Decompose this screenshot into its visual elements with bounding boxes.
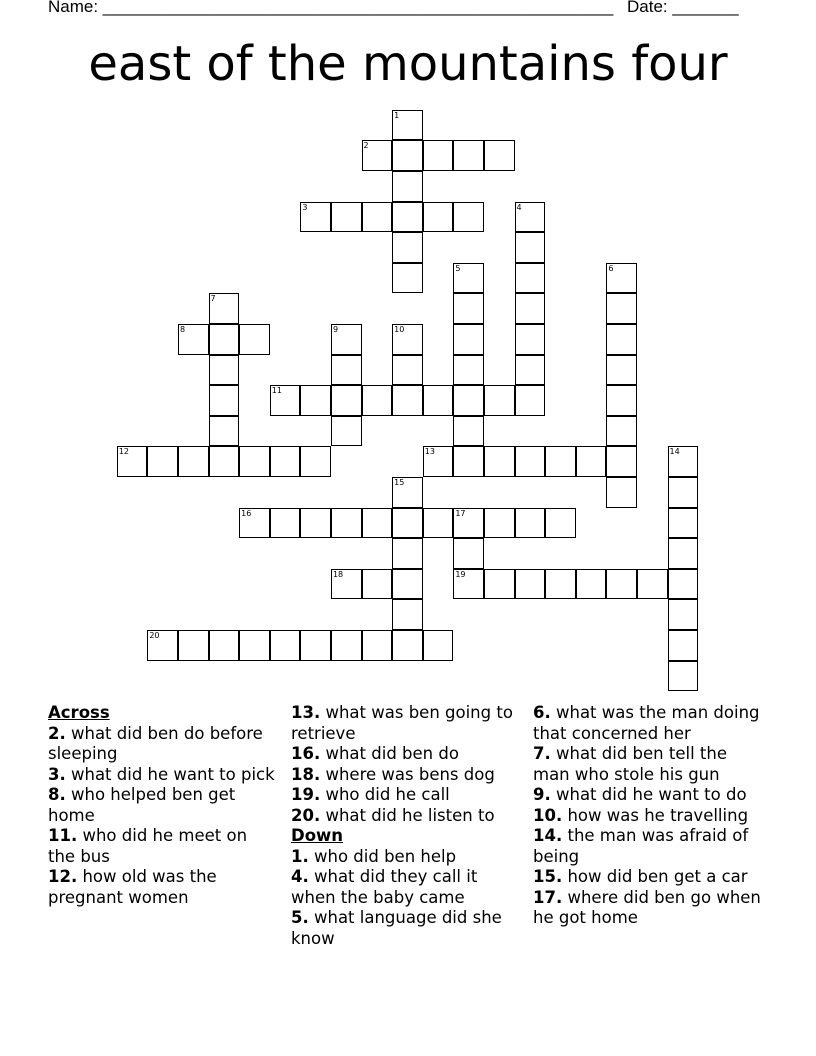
clue-column-2 (291, 703, 519, 949)
grid-cell[interactable] (362, 140, 393, 171)
clue-number-label: 13. (291, 703, 321, 722)
grid-cell[interactable] (515, 263, 546, 294)
clue-number-label: 2. (48, 723, 66, 743)
across-clue (291, 765, 519, 786)
grid-cell[interactable] (453, 385, 484, 416)
clue-text: where did ben go when he got home (533, 887, 761, 927)
grid-cell[interactable] (668, 569, 699, 600)
grid-cell[interactable] (239, 324, 270, 355)
grid-cell[interactable] (423, 630, 454, 661)
grid-cell[interactable] (147, 630, 178, 661)
clue-number: 5 (455, 263, 461, 273)
clue-number-label: 12. (48, 867, 78, 886)
grid-cell[interactable] (209, 293, 240, 324)
clue-text: what did ben do before sleeping (48, 723, 263, 763)
grid-cell[interactable] (453, 569, 484, 600)
clue-number: 12 (118, 447, 129, 457)
grid-cell[interactable] (362, 508, 393, 539)
clue-number-label: 11. (48, 826, 78, 845)
grid-cell[interactable] (453, 355, 484, 386)
grid-cell[interactable] (392, 508, 423, 539)
grid-cell[interactable] (392, 140, 423, 171)
grid-cell[interactable] (392, 263, 423, 294)
grid-cell[interactable] (668, 630, 699, 661)
clue-text: where was bens dog (320, 764, 495, 784)
grid-cell[interactable] (423, 446, 454, 477)
across-clue (48, 867, 276, 908)
grid-cell[interactable] (270, 508, 301, 539)
clue-number: 19 (455, 569, 466, 579)
grid-cell[interactable] (331, 569, 362, 600)
clue-number-label: 1. (291, 846, 309, 866)
clue-number: 6 (608, 263, 614, 273)
grid-cell[interactable] (239, 630, 270, 661)
grid-cell[interactable] (178, 324, 209, 355)
grid-cell[interactable] (392, 630, 423, 661)
clue-number-label: 6. (533, 703, 551, 722)
down-clue (291, 867, 519, 908)
grid-cell[interactable] (453, 416, 484, 447)
grid-cell[interactable] (668, 538, 699, 569)
grid-cell[interactable] (453, 538, 484, 569)
clue-number: 9 (332, 324, 339, 334)
clue-text: who did ben help (308, 846, 457, 866)
grid-cell[interactable] (392, 171, 423, 202)
clue-number: 17 (455, 508, 466, 518)
grid-cell[interactable] (209, 446, 240, 477)
grid-cell[interactable] (515, 202, 546, 233)
across-clue (291, 806, 519, 827)
across-clue (48, 765, 276, 786)
clue-text: how old was the pregnant women (48, 867, 217, 907)
clue-number: 1 (394, 110, 400, 120)
clue-text: what language did she know (291, 908, 502, 948)
down-clue (533, 867, 761, 888)
across-clue (291, 703, 519, 744)
grid-cell[interactable] (423, 385, 454, 416)
grid-cell[interactable] (606, 324, 637, 355)
grid-cell[interactable] (668, 661, 699, 692)
across-clue (48, 826, 276, 867)
grid-cell[interactable] (606, 569, 637, 600)
grid-cell[interactable] (606, 263, 637, 294)
clue-text: who helped ben get home (48, 785, 236, 825)
grid-cell[interactable] (515, 508, 546, 539)
clue-number-label: 14. (533, 826, 563, 845)
grid-cell[interactable] (515, 569, 546, 600)
grid-cell[interactable] (270, 446, 301, 477)
clue-number-label: 15. (533, 867, 563, 886)
clue-column-3 (533, 703, 761, 929)
clue-number-label: 17. (533, 887, 563, 907)
clue-number-label: 19. (291, 785, 321, 804)
grid-cell[interactable] (300, 630, 331, 661)
name-field-label: Name: ______________________________________________________ (48, 0, 614, 16)
grid-cell[interactable] (392, 110, 423, 141)
clue-text: what did he listen to (320, 805, 495, 825)
grid-cell[interactable] (606, 355, 637, 386)
down-clue (533, 888, 761, 929)
grid-cell[interactable] (209, 355, 240, 386)
grid-cell[interactable] (484, 508, 515, 539)
clue-text: how was he travelling (562, 805, 749, 825)
grid-cell[interactable] (576, 446, 607, 477)
grid-cell[interactable] (392, 202, 423, 233)
clue-text: who did he call (320, 785, 450, 804)
across-clue (48, 785, 276, 826)
clue-number: 2 (363, 141, 369, 151)
across-clue (291, 744, 519, 765)
clue-number-label: 16. (291, 744, 321, 763)
clue-number: 14 (669, 447, 680, 457)
grid-cell[interactable] (331, 630, 362, 661)
grid-cell[interactable] (668, 477, 699, 508)
grid-cell[interactable] (392, 324, 423, 355)
clue-number: 20 (149, 630, 160, 640)
clue-number: 16 (241, 508, 252, 518)
grid-cell[interactable] (484, 569, 515, 600)
clue-text: how did ben get a car (562, 867, 748, 886)
grid-cell[interactable] (545, 446, 576, 477)
down-heading: Down (291, 826, 344, 845)
grid-cell[interactable] (331, 385, 362, 416)
across-clue (48, 724, 276, 765)
grid-cell[interactable] (545, 569, 576, 600)
clue-number-label: 10. (533, 805, 563, 825)
across-clue (291, 785, 519, 806)
grid-cell[interactable] (606, 385, 637, 416)
grid-cell[interactable] (545, 508, 576, 539)
grid-cell[interactable] (178, 630, 209, 661)
down-clue (291, 908, 519, 949)
clue-column-1 (48, 703, 276, 908)
grid-cell[interactable] (300, 508, 331, 539)
clue-number-label: 18. (291, 764, 321, 784)
clue-number: 15 (394, 477, 405, 487)
grid-cell[interactable] (453, 202, 484, 233)
grid-cell[interactable] (484, 385, 515, 416)
grid-cell[interactable] (606, 446, 637, 477)
grid-cell[interactable] (147, 446, 178, 477)
grid-cell[interactable] (453, 508, 484, 539)
clue-number-label: 4. (291, 867, 309, 886)
grid-cell[interactable] (178, 446, 209, 477)
grid-cell[interactable] (270, 630, 301, 661)
page-title: east of the mountains four (88, 36, 728, 92)
grid-cell[interactable] (392, 232, 423, 263)
grid-cell[interactable] (392, 385, 423, 416)
grid-cell[interactable] (515, 385, 546, 416)
clue-number-label: 8. (48, 785, 66, 804)
clue-text: what was the man doing that concerned her (533, 703, 760, 743)
clue-text: the man was afraid of being (533, 826, 749, 866)
grid-cell[interactable] (515, 232, 546, 263)
clue-text: who did he meet on the bus (48, 826, 248, 866)
grid-cell[interactable] (331, 416, 362, 447)
grid-cell[interactable] (362, 202, 393, 233)
clue-number-label: 20. (291, 805, 321, 825)
grid-cell[interactable] (362, 385, 393, 416)
across-heading: Across (48, 703, 110, 722)
grid-cell[interactable] (331, 324, 362, 355)
grid-cell[interactable] (484, 140, 515, 171)
grid-cell[interactable] (331, 202, 362, 233)
grid-cell[interactable] (453, 293, 484, 324)
grid-cell[interactable] (209, 324, 240, 355)
grid-cell[interactable] (668, 508, 699, 539)
grid-cell[interactable] (300, 202, 331, 233)
grid-cell[interactable] (300, 385, 331, 416)
grid-cell[interactable] (209, 630, 240, 661)
clue-number-label: 7. (533, 744, 551, 763)
clue-number: 3 (302, 202, 308, 212)
clue-number-label: 5. (291, 908, 309, 927)
clue-number-label: 9. (533, 785, 551, 804)
down-clue (533, 744, 761, 785)
grid-cell[interactable] (392, 538, 423, 569)
grid-cell[interactable] (392, 477, 423, 508)
grid-cell[interactable] (453, 140, 484, 171)
grid-cell[interactable] (423, 508, 454, 539)
down-clue (533, 806, 761, 827)
down-clue (533, 826, 761, 867)
down-clue (533, 785, 761, 806)
grid-cell[interactable] (453, 324, 484, 355)
grid-cell[interactable] (515, 324, 546, 355)
grid-cell[interactable] (270, 385, 301, 416)
grid-cell[interactable] (392, 355, 423, 386)
grid-cell[interactable] (606, 293, 637, 324)
grid-cell[interactable] (209, 385, 240, 416)
grid-cell[interactable] (423, 202, 454, 233)
date-field-label: Date: _______ (627, 0, 739, 16)
clue-number: 13 (424, 447, 435, 457)
grid-cell[interactable] (423, 140, 454, 171)
grid-cell[interactable] (392, 599, 423, 630)
grid-cell[interactable] (668, 599, 699, 630)
grid-cell[interactable] (668, 446, 699, 477)
grid-cell[interactable] (392, 569, 423, 600)
down-clue (533, 703, 761, 744)
clue-number: 10 (394, 324, 405, 334)
grid-cell[interactable] (576, 569, 607, 600)
clue-text: what did he want to do (550, 785, 747, 804)
down-clue (291, 847, 519, 868)
grid-cell[interactable] (117, 446, 148, 477)
clue-text: what did ben tell the man who stole his gun (533, 744, 727, 784)
grid-cell[interactable] (515, 293, 546, 324)
clue-number: 4 (516, 202, 522, 212)
grid-cell[interactable] (453, 263, 484, 294)
clue-text: what did ben do (320, 744, 459, 763)
grid-cell[interactable] (484, 446, 515, 477)
grid-cell[interactable] (515, 446, 546, 477)
clue-number: 11 (271, 386, 282, 396)
clue-number-label: 3. (48, 764, 66, 784)
clue-text: what did he want to pick (65, 764, 275, 784)
clue-number: 18 (332, 569, 344, 579)
clue-text: what did they call it when the baby came (291, 867, 478, 907)
grid-cell[interactable] (239, 446, 270, 477)
clue-text: what was ben going to retrieve (291, 703, 513, 743)
grid-cell[interactable] (515, 355, 546, 386)
grid-cell[interactable] (637, 569, 668, 600)
grid-cell[interactable] (606, 477, 637, 508)
grid-cell[interactable] (209, 416, 240, 447)
grid-cell[interactable] (239, 508, 270, 539)
grid-cell[interactable] (362, 630, 393, 661)
clue-number: 7 (210, 294, 216, 304)
grid-cell[interactable] (453, 446, 484, 477)
grid-cell[interactable] (331, 508, 362, 539)
grid-cell[interactable] (300, 446, 331, 477)
grid-cell[interactable] (362, 569, 393, 600)
grid-cell[interactable] (606, 416, 637, 447)
clue-number: 8 (179, 324, 186, 334)
grid-cell[interactable] (331, 355, 362, 386)
